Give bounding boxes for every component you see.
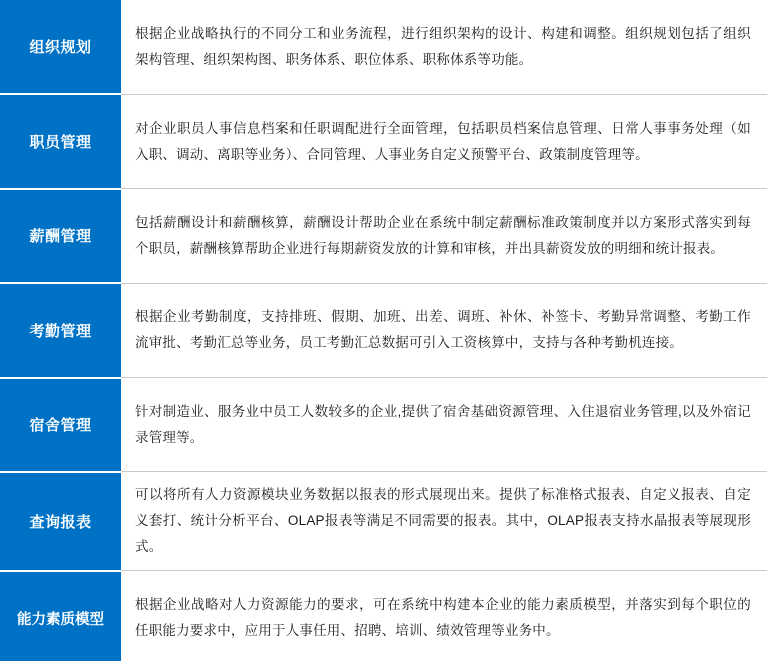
table-row bbox=[0, 571, 767, 661]
row-description-text: 根据企业战略对人力资源能力的要求，可在系统中构建本企业的能力素质模型，并落实到每个职位的任职能力要求中，应用于人事任用、招聘、培训、绩效管理等业务中。 bbox=[135, 597, 751, 639]
row-label-compensation-management: 薪酬管理 bbox=[0, 189, 121, 283]
row-label-organization-planning: 组织规划 bbox=[0, 0, 121, 94]
row-description-cell bbox=[121, 472, 767, 571]
row-description-text: 可以将所有人力资源模块业务数据以报表的形式展现出来。提供了标准格式报表、自定义报表、自定义套打、统计分析平台、OLAP报表等满足不同需要的报表。其中，OLAP报表支持水晶报表等展现形式。 bbox=[135, 487, 751, 555]
row-label-competency-model: 能力素质模型 bbox=[0, 571, 121, 661]
row-description-cell bbox=[121, 283, 767, 377]
row-description-text: 对企业职员人事信息档案和任职调配进行全面管理，包括职员档案信息管理、日常人事事务处理（如入职、调动、离职等业务）、合同管理、人事业务自定义预警平台、政策制度管理等。 bbox=[135, 120, 751, 162]
table-row bbox=[0, 0, 767, 94]
row-label-staff-management: 职员管理 bbox=[0, 94, 121, 188]
row-label-query-reports: 查询报表 bbox=[0, 472, 121, 571]
row-description-cell bbox=[121, 189, 767, 283]
table-row bbox=[0, 94, 767, 188]
table-row bbox=[0, 283, 767, 377]
row-description-text: 根据企业考勤制度，支持排班、假期、加班、出差、调班、补休、补签卡、考勤异常调整、考勤工作流审批、考勤汇总等业务，员工考勤汇总数据可引入工资核算中，支持与各种考勤机连接。 bbox=[135, 309, 751, 351]
row-description-text: 根据企业战略执行的不同分工和业务流程，进行组织架构的设计、构建和调整。组织规划包括了组织架构管理、组织架构图、职务体系、职位体系、职称体系等功能。 bbox=[135, 25, 751, 67]
table-row bbox=[0, 189, 767, 283]
row-description-cell bbox=[121, 378, 767, 472]
row-description-text: 针对制造业、服务业中员工人数较多的企业,提供了宿舍基础资源管理、入住退宿业务管理,以及外宿记录管理等。 bbox=[135, 403, 751, 445]
row-label-attendance-management: 考勤管理 bbox=[0, 283, 121, 377]
table-row bbox=[0, 378, 767, 472]
row-description-cell bbox=[121, 571, 767, 661]
row-label-dormitory-management: 宿舍管理 bbox=[0, 378, 121, 472]
table-row bbox=[0, 472, 767, 571]
row-description-text: 包括薪酬设计和薪酬核算，薪酬设计帮助企业在系统中制定薪酬标准政策制度并以方案形式落实到每个职员，薪酬核算帮助企业进行每期薪资发放的计算和审核，并出具薪资发放的明细和统计报表。 bbox=[135, 214, 751, 256]
row-description-cell bbox=[121, 0, 767, 94]
row-description-cell bbox=[121, 94, 767, 188]
